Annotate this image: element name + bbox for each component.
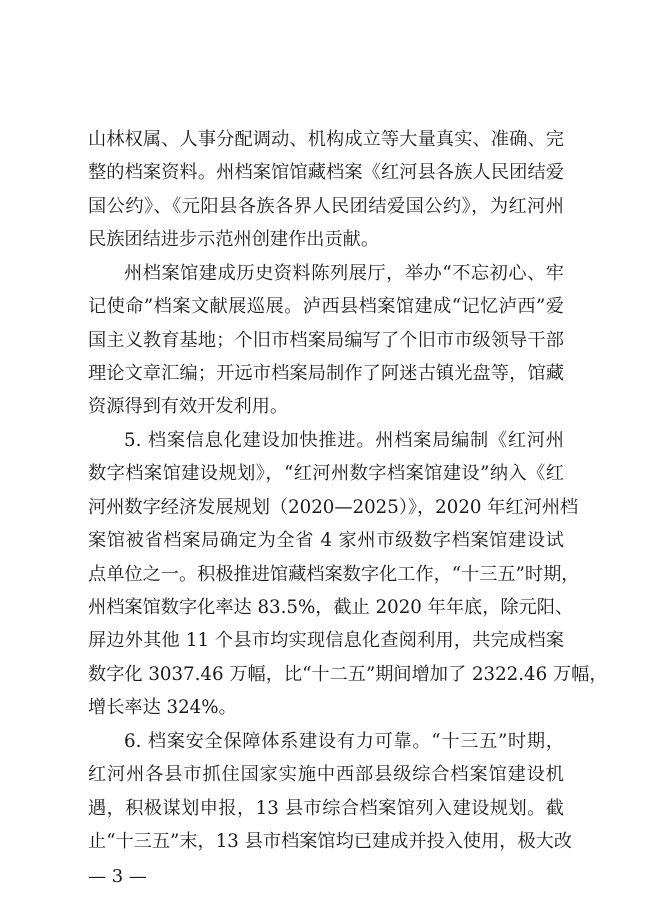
text-line: 数字化 3037.46 万幅，比“十二五”期间增加了 2322.46 万幅， bbox=[88, 664, 608, 685]
text-line: 点单位之一。积极推进馆藏档案数字化工作，“十三五”时期， bbox=[88, 564, 580, 585]
text-line: 州档案馆数字化率达 83.5%，截止 2020 年年底，除元阳、 bbox=[88, 597, 574, 618]
text-line: 数字档案馆建设规划》，“红河州数字档案馆建设”纳入《红 bbox=[88, 463, 564, 484]
text-line: 止“十三五”末，13 县市档案馆均已建成并投入使用，极大改 bbox=[88, 831, 573, 852]
text-line: 5. 档案信息化建设加快推进。州档案局编制《红河州 bbox=[124, 430, 564, 451]
text-line: 遇，积极谋划申报，13 县市综合档案馆列入建设规划。截 bbox=[88, 798, 564, 819]
text-line: 河州数字经济发展规划（2020—2025）》，2020 年红河州档 bbox=[88, 497, 579, 518]
text-line: 山林权属、人事分配调动、机构成立等大量真实、准确、完 bbox=[88, 129, 564, 150]
text-line: 整的档案资料。州档案馆馆藏档案《红河县各族人民团结爱 bbox=[88, 162, 564, 183]
text-line: 记使命”档案文献展巡展。泸西县档案馆建成“记忆泸西”爱 bbox=[88, 296, 564, 317]
text-line: 民族团结进步示范州创建作出贡献。 bbox=[88, 229, 380, 250]
text-line: 国公约》、《元阳县各族各界人民团结爱国公约》，为红河州 bbox=[88, 196, 564, 217]
text-line: 6. 档案安全保障体系建设有力可靠。“十三五”时期， bbox=[124, 731, 564, 752]
text-line: 资源得到有效开发利用。 bbox=[88, 396, 289, 417]
text-line: 理论文章汇编；开远市档案局制作了阿迷古镇光盘等，馆藏 bbox=[88, 363, 564, 384]
text-line: 案馆被省档案局确定为全省 4 家州市级数字档案馆建设试 bbox=[88, 530, 564, 551]
text-line: 屏边外其他 11 个县市均实现信息化查阅利用，共完成档案 bbox=[88, 630, 564, 651]
text-line: 州档案馆建成历史资料陈列展厅，举办“不忘初心、牢 bbox=[124, 263, 564, 284]
text-line: 增长率达 324%。 bbox=[88, 697, 237, 718]
text-line: 国主义教育基地；个旧市档案局编写了个旧市市级领导干部 bbox=[88, 330, 564, 351]
page-number: — 3 — bbox=[88, 866, 147, 887]
text-line: 红河州各县市抓住国家实施中西部县级综合档案馆建设机 bbox=[88, 764, 564, 785]
